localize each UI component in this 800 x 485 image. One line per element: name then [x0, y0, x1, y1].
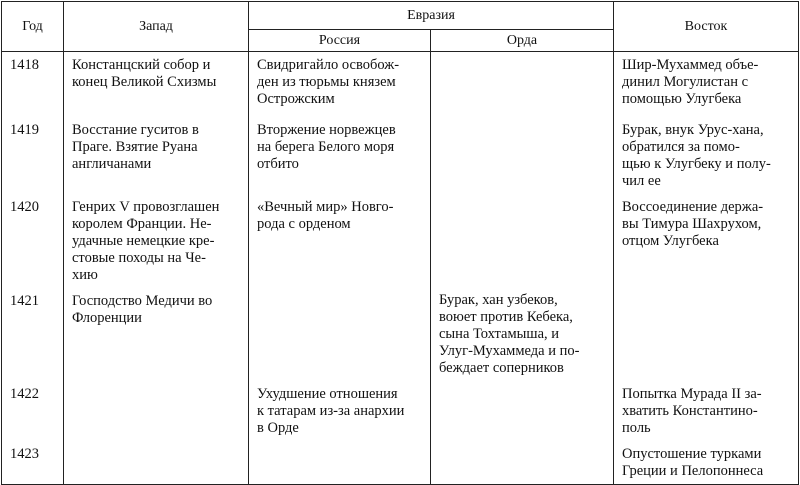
cell-west	[64, 381, 249, 441]
header-horde: Орда	[431, 30, 614, 52]
cell-horde	[431, 441, 614, 485]
cell-russia: «Вечный мир» Новго- рода с орденом	[249, 194, 431, 288]
cell-horde: Бурак, хан узбеков, воюет против Кебека, сына Тохтамыша, и Улуг-Мухаммеда и по- беждает соперников	[431, 288, 614, 381]
cell-russia	[249, 441, 431, 485]
cell-east: Бурак, внук Урус-хана, обратился за помо- щью к Улугбеку и полу- чил ее	[614, 117, 799, 194]
cell-year: 1420	[2, 194, 64, 288]
table-header	[2, 2, 799, 52]
table-body	[2, 52, 799, 485]
cell-year: 1418	[2, 52, 64, 117]
header-east: Восток	[614, 2, 799, 52]
table-row	[2, 194, 799, 288]
header-russia: Россия	[249, 30, 431, 52]
cell-horde	[431, 52, 614, 117]
cell-east: Шир-Мухаммед объе- динил Могулистан с помощью Улугбека	[614, 52, 799, 117]
cell-russia: Вторжение норвежцев на берега Белого моря отбито	[249, 117, 431, 194]
cell-east	[614, 288, 799, 381]
cell-horde	[431, 381, 614, 441]
cell-horde	[431, 194, 614, 288]
cell-year: 1422	[2, 381, 64, 441]
cell-horde	[431, 117, 614, 194]
cell-russia	[249, 288, 431, 381]
cell-east: Попытка Мурада II за- хватить Константино- поль	[614, 381, 799, 441]
cell-russia: Ухудшение отношения к татарам из-за анархии в Орде	[249, 381, 431, 441]
cell-year: 1423	[2, 441, 64, 485]
header-eurasia: Евразия	[249, 2, 614, 30]
cell-west: Констанцский собор и конец Великой Схизмы	[64, 52, 249, 117]
cell-west: Генрих V провозглашен королем Франции. Не- удачные немецкие кре- стовые походы на Че- хию	[64, 194, 249, 288]
cell-year: 1419	[2, 117, 64, 194]
table-row	[2, 52, 799, 117]
cell-west: Господство Медичи во Флоренции	[64, 288, 249, 381]
header-year: Год	[2, 2, 64, 52]
cell-west: Восстание гуситов в Праге. Взятие Руана англичанами	[64, 117, 249, 194]
cell-year: 1421	[2, 288, 64, 381]
cell-east: Воссоединение держа- вы Тимура Шахрухом, отцом Улугбека	[614, 194, 799, 288]
cell-east: Опустошение турками Греции и Пелопоннеса	[614, 441, 799, 485]
chronology-table	[1, 1, 799, 485]
table-row	[2, 381, 799, 441]
header-west: Запад	[64, 2, 249, 52]
table-row	[2, 441, 799, 485]
table-row	[2, 117, 799, 194]
cell-russia: Свидригайло освобож- ден из тюрьмы князем Острожским	[249, 52, 431, 117]
cell-west	[64, 441, 249, 485]
table-row	[2, 288, 799, 381]
